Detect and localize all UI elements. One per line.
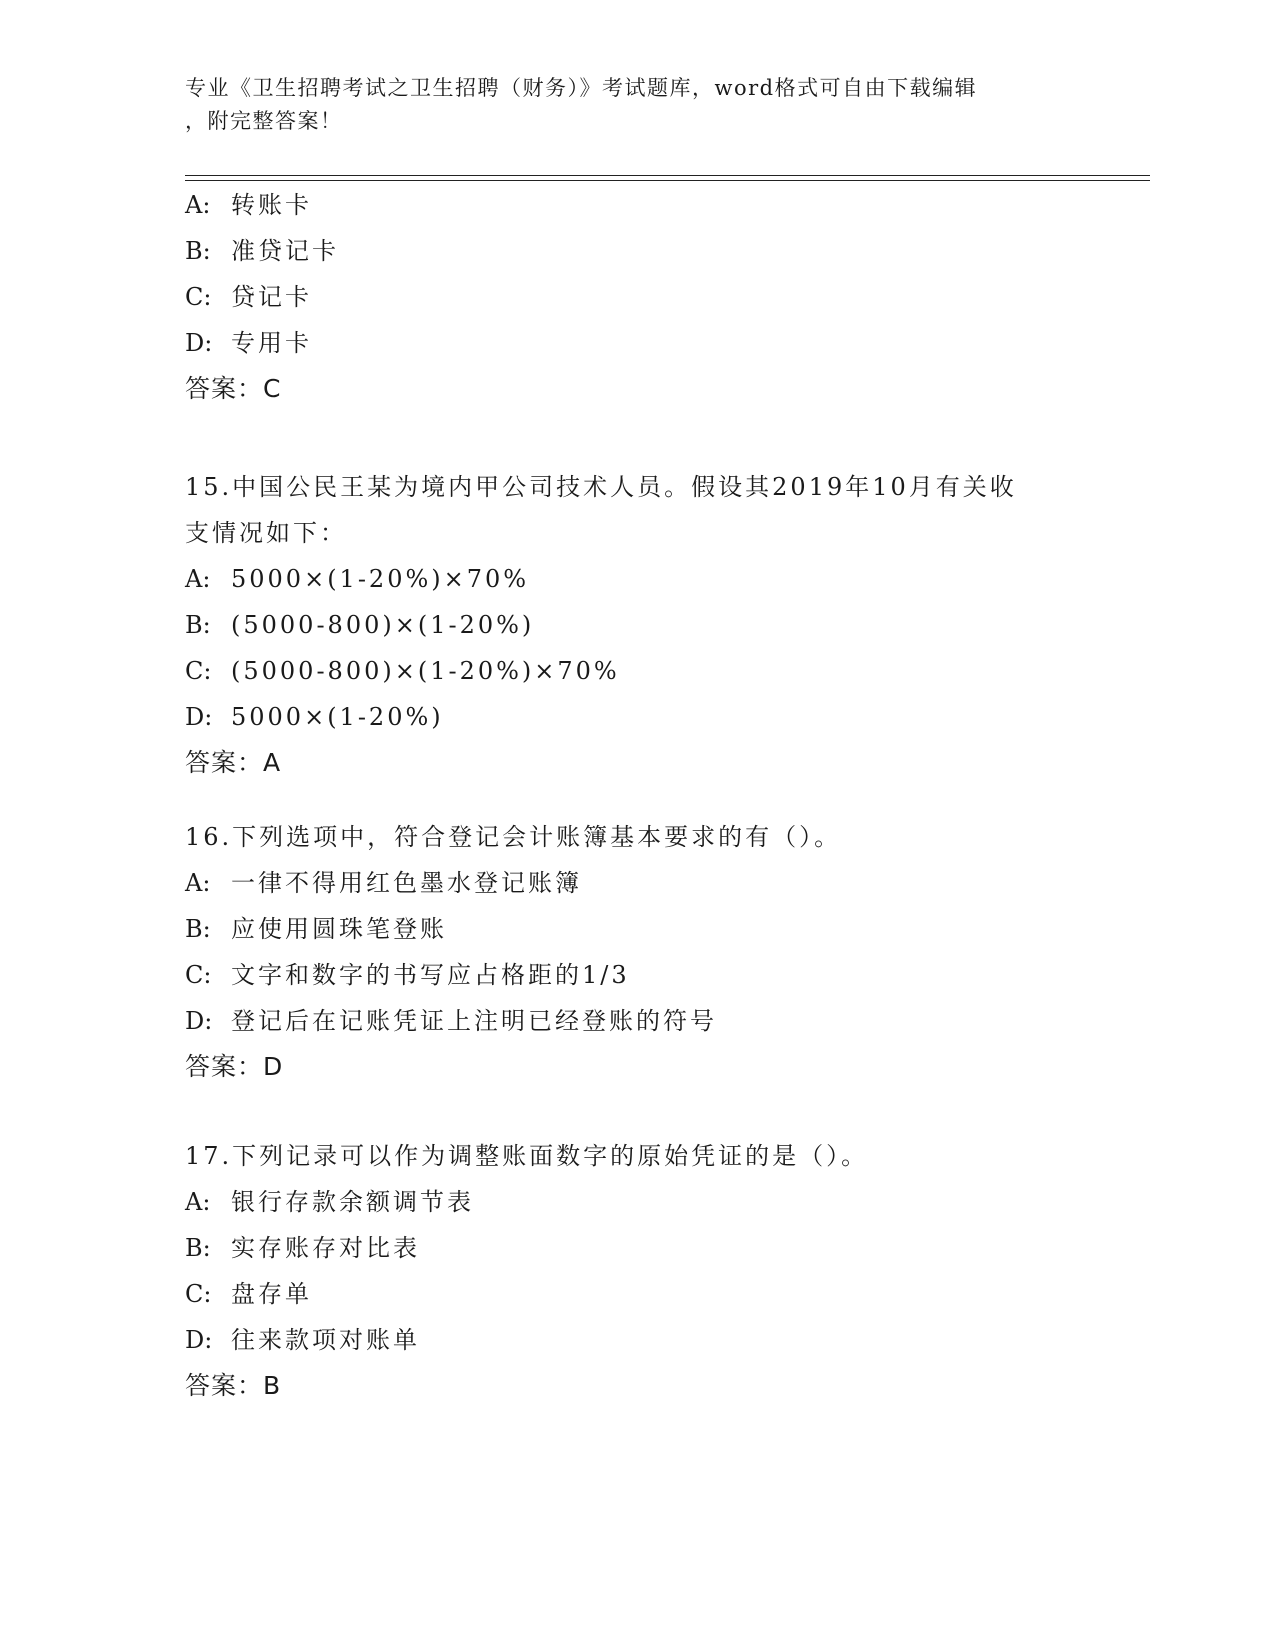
option-text: 准贷记卡 xyxy=(231,237,339,265)
option-letter: A: xyxy=(185,565,211,593)
option-text: 登记后在记账凭证上注明已经登账的符号 xyxy=(231,1007,717,1035)
question-text-line-1: 17.下列记录可以作为调整账面数字的原始凭证的是（）。 xyxy=(185,1142,869,1170)
option-letter: A: xyxy=(185,191,211,219)
option-a xyxy=(185,860,1105,906)
option-text: 银行存款余额调节表 xyxy=(231,1188,474,1216)
option-text: 实存账存对比表 xyxy=(231,1234,420,1262)
option-c xyxy=(185,1271,1105,1317)
option-letter: D: xyxy=(185,1326,213,1354)
option-letter: C: xyxy=(185,961,212,989)
option-d xyxy=(185,998,1105,1044)
header-divider-bottom xyxy=(185,180,1150,181)
option-text: 文字和数字的书写应占格距的1/3 xyxy=(231,961,630,989)
question-text-line-1: 16.下列选项中，符合登记会计账簿基本要求的有（）。 xyxy=(185,823,842,851)
option-letter: B: xyxy=(185,237,211,265)
option-letter: D: xyxy=(185,329,213,357)
question-14 xyxy=(185,182,1105,412)
option-a xyxy=(185,182,1105,228)
header-line-1: 专业《卫生招聘考试之卫生招聘（财务）》考试题库，word格式可自由下载编辑 xyxy=(185,76,978,100)
question-15 xyxy=(185,464,1105,786)
answer-line: 答案：A xyxy=(185,748,282,777)
option-letter: A: xyxy=(185,869,211,897)
option-c xyxy=(185,648,1105,694)
question-16 xyxy=(185,814,1105,1090)
option-letter: C: xyxy=(185,283,212,311)
answer-line: 答案：B xyxy=(185,1371,282,1400)
option-text: 5000×(1-20%)×70% xyxy=(231,565,530,593)
option-d xyxy=(185,1317,1105,1363)
option-text: 专用卡 xyxy=(231,329,312,357)
option-b xyxy=(185,228,1105,274)
option-text: (5000-800)×(1-20%) xyxy=(231,611,535,639)
option-text: 贷记卡 xyxy=(231,283,312,311)
option-text: (5000-800)×(1-20%)×70% xyxy=(231,657,620,685)
option-letter: B: xyxy=(185,915,211,943)
option-d xyxy=(185,320,1105,366)
document-header xyxy=(185,72,1085,138)
question-text xyxy=(185,814,1105,860)
option-text: 盘存单 xyxy=(231,1280,312,1308)
option-letter: D: xyxy=(185,703,213,731)
option-b xyxy=(185,602,1105,648)
option-text: 应使用圆珠笔登账 xyxy=(231,915,447,943)
option-letter: C: xyxy=(185,1280,212,1308)
option-letter: B: xyxy=(185,1234,211,1262)
option-b xyxy=(185,906,1105,952)
option-text: 一律不得用红色墨水登记账簿 xyxy=(231,869,582,897)
option-c xyxy=(185,952,1105,998)
option-b xyxy=(185,1225,1105,1271)
question-text-line-2: 支情况如下： xyxy=(185,519,347,547)
option-text: 往来款项对账单 xyxy=(231,1326,420,1354)
option-letter: D: xyxy=(185,1007,213,1035)
option-letter: A: xyxy=(185,1188,211,1216)
question-text-line-1: 15.中国公民王某为境内甲公司技术人员。假设其2019年10月有关收 xyxy=(185,473,1017,501)
header-line-2: ，附完整答案！ xyxy=(185,109,343,133)
question-text xyxy=(185,464,1105,556)
header-divider-top xyxy=(185,175,1150,176)
option-text: 5000×(1-20%) xyxy=(231,703,444,731)
answer-line: 答案：C xyxy=(185,374,282,403)
question-17 xyxy=(185,1133,1105,1409)
option-text: 转账卡 xyxy=(231,191,312,219)
option-d xyxy=(185,694,1105,740)
option-letter: C: xyxy=(185,657,212,685)
option-a xyxy=(185,556,1105,602)
question-text xyxy=(185,1133,1105,1179)
option-a xyxy=(185,1179,1105,1225)
option-letter: B: xyxy=(185,611,211,639)
option-c xyxy=(185,274,1105,320)
answer-line: 答案：D xyxy=(185,1052,284,1081)
